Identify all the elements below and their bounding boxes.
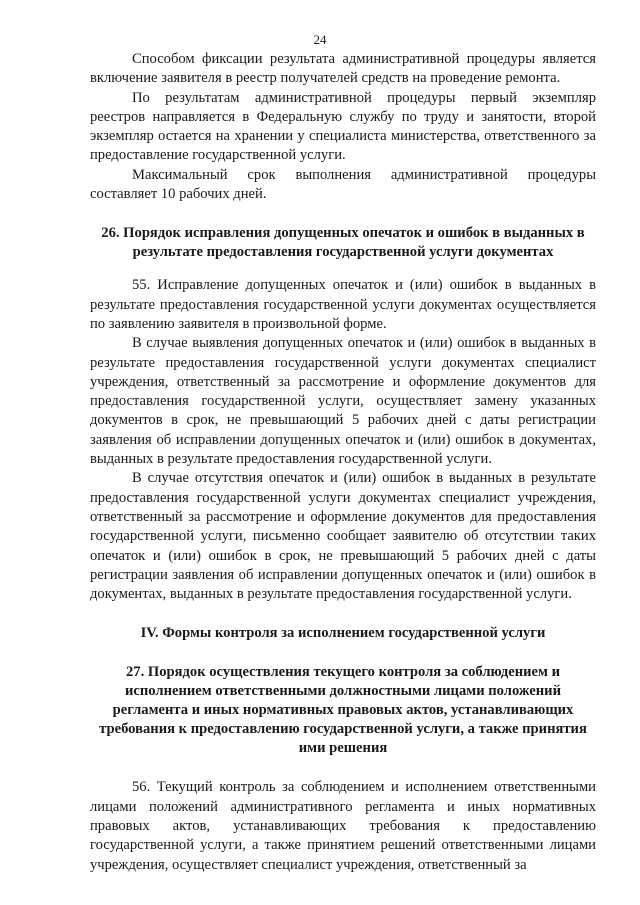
document-body: [90, 50, 596, 875]
heading-section-27: 27. Порядок осуществления текущего контроля за соблюдением и исполнением ответственными должностными лицами положений регламента и иных нормативных правовых актов, устанавливающих требования к предоставлению государственной услуги, а также принятия ими решения: [99, 664, 587, 757]
paragraph-errors-found: В случае выявления допущенных опечаток и (или) ошибок в выданных в результате предоставления государственной услуги документах специалист учреждения, ответственный за рассмотрение и оформление документов для предоставления государственной услуги, осуществляет замену указанных документов в срок, не превышающий 5 рабочих дней с даты регистрации заявления об исправлении допущенных опечаток и (или) ошибок в документах, выданных в результате предоставления государственной услуги.: [90, 335, 596, 468]
paragraph-no-errors: В случае отсутствия опечаток и (или) ошибок в выданных в результате предоставления государственной услуги документах специалист учреждения, ответственный за рассмотрение и оформление документов для предоставления государственной услуги, письменно сообщает заявителю об отсутствии таких опечаток и (или) ошибок в срок, не превышающий 5 рабочих дней с даты регистрации заявления об исправлении допущенных опечаток и (или) ошибок в документах, выданных в результате предоставления государственной услуги.: [90, 470, 596, 603]
heading-part-iv: IV. Формы контроля за исполнением государственной услуги: [140, 625, 546, 642]
paragraph-56: 56. Текущий контроль за соблюдением и исполнением ответственными лицами положений административного регламента и иных нормативных правовых актов, устанавливающих требования к предоставлению государственной услуги, а также принятием решений ответственными лицами учреждения, осуществляет специалист учреждения, ответственный за: [90, 779, 596, 873]
paragraph-registry-results: По результатам административной процедуры первый экземпляр реестров направляется в Федеральную службу по труду и занятости, второй экземпляр остается на хранении у специалиста министерства, ответственного за предоставление государственной услуги.: [90, 89, 596, 164]
paragraph-max-term: Максимальный срок выполнения административной процедуры составляет 10 рабочих дней.: [90, 166, 596, 203]
paragraph-fixation: Способом фиксации результата административной процедуры является включение заявителя в реестр получателей средств на проведение ремонта.: [90, 51, 596, 87]
page-number: 24: [313, 32, 327, 47]
paragraph-55: 55. Исправление допущенных опечаток и (или) ошибок в выданных в результате предоставления государственной услуги документах осуществляется по заявлению заявителя в произвольной форме.: [90, 277, 596, 332]
heading-section-26: 26. Порядок исправления допущенных опечаток и ошибок в выданных в результате предоставления государственной услуги документах: [101, 225, 585, 261]
